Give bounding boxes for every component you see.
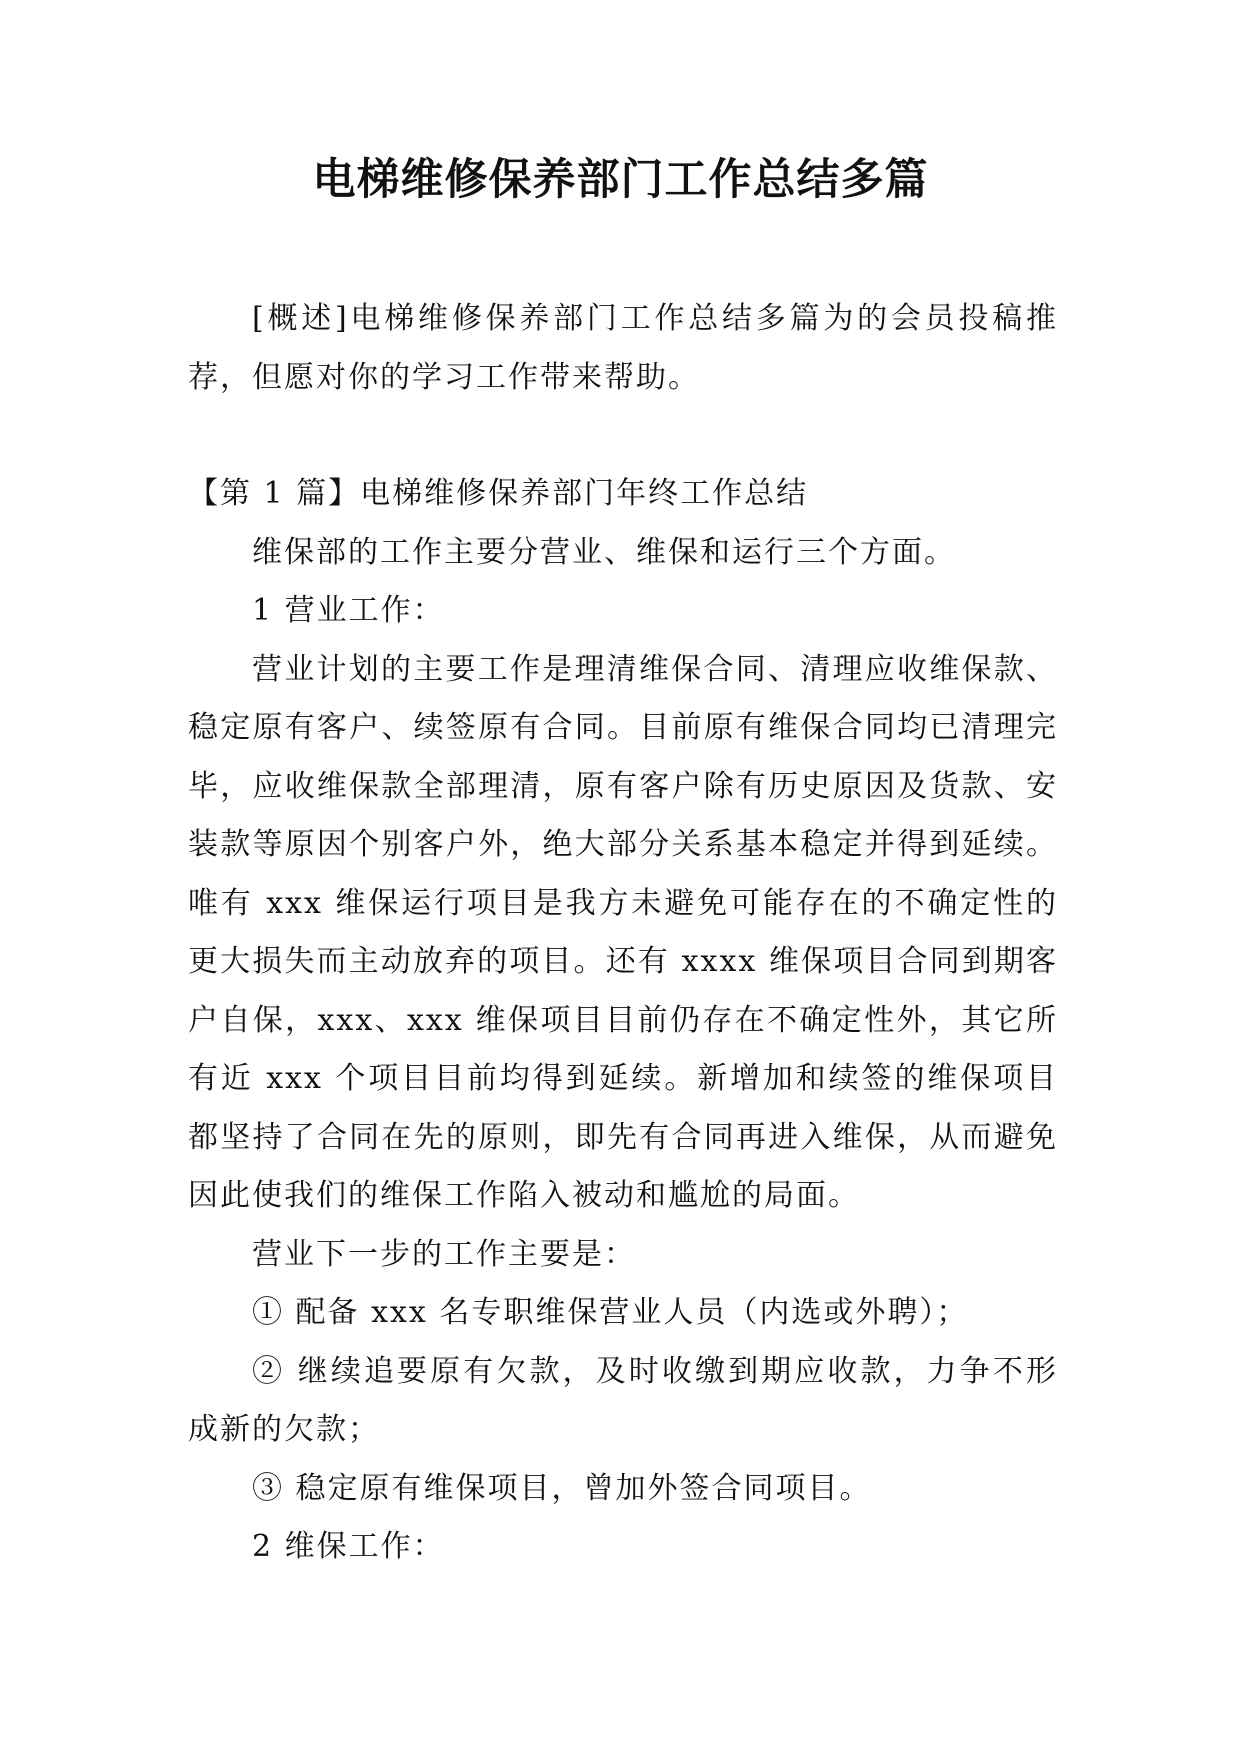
paragraph-next-steps: 营业下一步的工作主要是： bbox=[252, 1236, 636, 1272]
summary-paragraph: [概述]电梯维修保养部门工作总结多篇为的会员投稿推荐，但愿对你的学习工作带来帮助。 bbox=[188, 301, 1058, 395]
paragraph-overview: 维保部的工作主要分营业、维保和运行三个方面。 bbox=[252, 534, 956, 570]
list-item-3: ③ 稳定原有维保项目，曾加外签合同项目。 bbox=[252, 1470, 872, 1506]
paragraph-sales-plan: 营业计划的主要工作是理清维保合同、清理应收维保款、稳定原有客户、续签原有合同。目前原有维保合同均已清理完毕，应收维保款全部理清，原有客户除有历史原因及货款、安装款等原因个别客户外，绝大部分关系基本稳定并得到延续。唯有 xxx 维保运行项目是我方未避免可能存在的不确定性的更大损失而主动放弃的项目。还有 xxxx 维保项目合同到期客户自保，xxx、xxx 维保项目目前仍存在不确定性外，其它所有近 xxx 个项目目前均得到延续。新增加和续签的维保项目都坚持了合同在先的原则，即先有合同再进入维保，从而避免因此使我们的维保工作陷入被动和尴尬的局面。 bbox=[188, 651, 1058, 1213]
subheading-sales-work: 1 营业工作： bbox=[252, 593, 445, 628]
section-heading: 【第 1 篇】电梯维修保养部门年终工作总结 bbox=[188, 476, 809, 511]
list-item-1: ① 配备 xxx 名专职维保营业人员（内选或外聘）； bbox=[252, 1295, 969, 1330]
list-item-2: ② 继续追要原有欠款，及时收缴到期应收款，力争不形成新的欠款； bbox=[188, 1353, 1058, 1447]
subheading-maintenance-work: 2 维保工作： bbox=[252, 1529, 445, 1564]
paragraph-spacer bbox=[188, 407, 1058, 465]
document-title: 电梯维修保养部门工作总结多篇 bbox=[312, 155, 929, 205]
document-body bbox=[188, 290, 1058, 1577]
